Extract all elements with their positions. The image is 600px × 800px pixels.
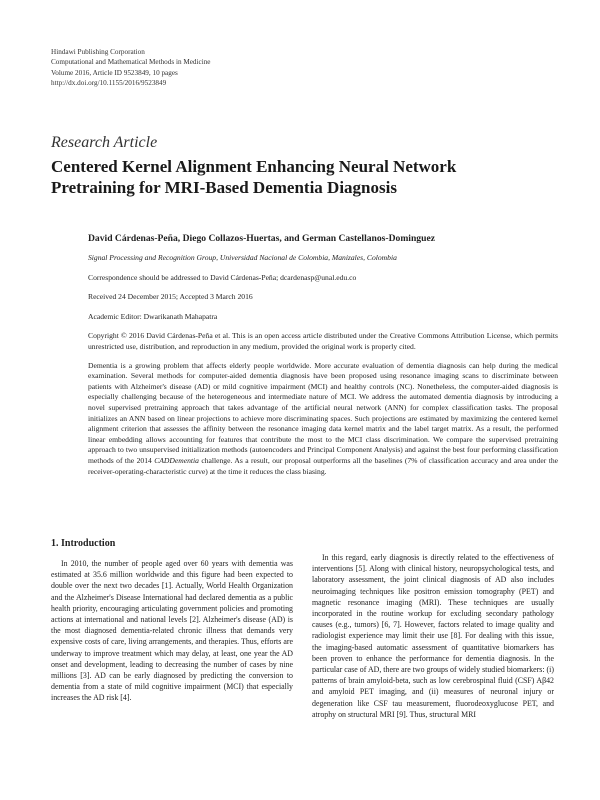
abstract-text-2: challenge. As a result, our proposal outperforms all the baselines (7% of classification accuracy and area under the receiver-operating-characteristic curve) at the time it reduces the class biasing. [88,455,558,476]
article-title: Centered Kernel Alignment Enhancing Neural Network Pretraining for MRI-Based Dementia Diagnosis [51,157,457,197]
article-type: Research Article [51,134,158,151]
copyright-notice: Copyright © 2016 David Cárdenas-Peña et al. This is an open access article distributed under the Creative Commons Attribution License, which permits unrestricted use, distribution, and reproduction in any medium, provided the original work is properly cited. [88,331,558,351]
section-heading-introduction: 1. Introduction [51,538,116,549]
journal-name: Computational and Mathematical Methods in Medicine [51,58,211,67]
volume-info: Volume 2016, Article ID 9523849, 10 pages [51,68,178,77]
left-column [51,538,293,704]
abstract [88,361,558,478]
abstract-text-1: Dementia is a growing problem that affects elderly people worldwide. More accurate evaluation of dementia diagnosis can help during the medical examination. Several methods for computer-aided dementia diagnosis have been proposed using resonance imaging scans to discriminate between patients with Alzheimer's disease (AD) or mild cognitive impairment (MCI) and healthy controls (NC). Nonetheless, the computer-aided diagnosis is especially challenging because of the heterogeneous and intermediate nature of MCI. We address the automated dementia diagnosis by introducing a novel supervised pretraining approach that takes advantage of the artificial neural network (ANN) for complex classification tasks. The proposal initializes an ANN based on linear projections to achieve more discriminating spaces. Such projections are estimated by maximizing the centered kernel alignment criterion that assesses the affinity between the resonance imaging data kernel matrix and the label target matrix. As a result, the performed linear embedding allows accounting for features that contribute the most to the MCI class discrimination. We compare the supervised pretraining approach to two unsupervised initialization methods (autoencoders and Principal Component Analysis) and against the best four performing classification methods of the 2014 [88,360,558,465]
right-column [312,552,554,720]
intro-paragraph-2: In this regard, early diagnosis is directly related to the effectiveness of interventions [5]. Along with clinical history, neuropsychological tests, and laboratory assessment, the joint clinical diagnosis of AD also includes neuroimaging techniques like positron emission tomography (PET) and magnetic resonance imaging (MRI). These techniques are usually incorporated in the routine workup for excluding secondary pathology causes (e.g., tumors) [6, 7]. However, factors related to image quality and radiologist experience may limit their use [8]. For dealing with this issue, the imaging-based automatic assessment of quantitative biomarkers has been proven to enhance the performance for dementia diagnosis. In the particular case of AD, there are two groups of widely studied biomarkers: (i) patterns of brain amyloid-beta, such as low cerebrospinal fluid (CSF) Aβ42 and amyloid PET imaging, and (ii) measures of neuronal injury or degeneration like CSF tau measurement, fluorodeoxyglucose PET, and atrophy on structural MRI [9]. Thus, structural MRI [312,553,554,719]
correspondence: Correspondence should be addressed to David Cárdenas-Peña; dcardenasp@unal.edu.co [88,272,357,282]
received-dates: Received 24 December 2015; Accepted 3 March 2016 [88,292,253,302]
front-matter [88,233,558,477]
publisher: Hindawi Publishing Corporation [51,48,145,56]
academic-editor: Academic Editor: Dwarikanath Mahapatra [88,311,218,321]
journal-header [51,47,351,89]
doi-link[interactable]: http://dx.doi.org/10.1155/2016/9523849 [51,79,167,88]
authors: David Cárdenas-Peña, Diego Collazos-Huertas, and German Castellanos-Dominguez [88,233,435,244]
affiliation: Signal Processing and Recognition Group, Universidad Nacional de Colombia, Manizales, Colombia [88,253,397,262]
abstract-challenge-name: CADDementia [154,455,199,465]
intro-paragraph-1: In 2010, the number of people aged over 60 years with dementia was estimated at 35.6 million worldwide and this figure had been expected to double over the next two decades [1]. Actually, World Health Organization and the Alzheimer's Disease International had declared dementia as a public health priority, encouraging articulating government policies and promoting actions at international and national levels [2]. Alzheimer's disease (AD) is the most diagnosed dementia-related chronic illness that demands very expensive costs of care, living arrangements, and therapies. Thus, efforts are underway to improve treatment which may delay, at least, one year the AD onset and development, leading to decreasing the number of cases by nine millions [3]. AD can be early diagnosed by predicting the conversion to dementia from a state of mild cognitive impairment (MCI) that especially increases the AD risk [4]. [51,559,293,703]
